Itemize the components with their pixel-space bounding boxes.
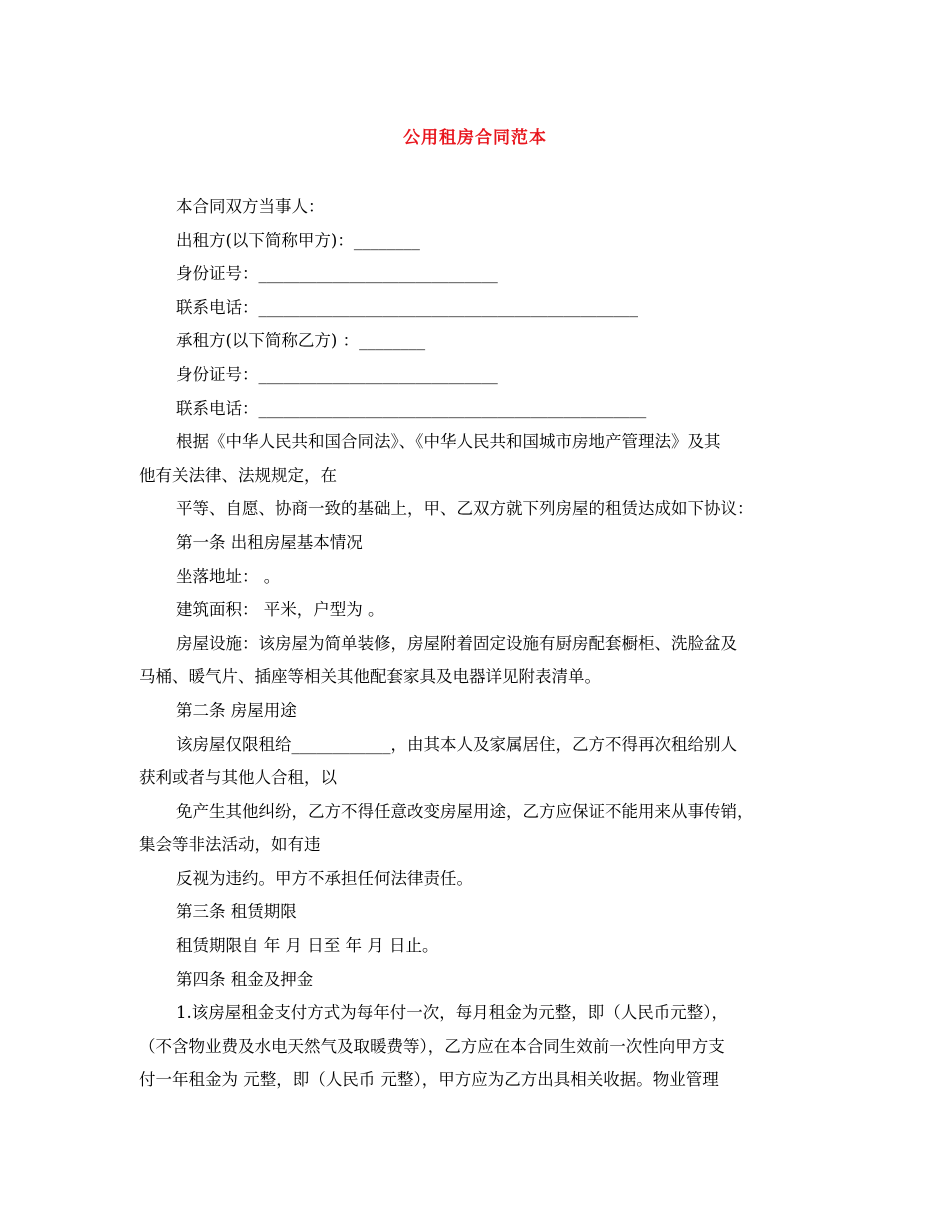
tenant-id-line: 身份证号：_____________________________	[176, 364, 498, 384]
paragraph-line: 获利或者与其他人合租，以	[139, 768, 337, 788]
paragraph-line: 1.该房屋租金支付方式为每年付一次，每月租金为元整，即（人民币元整），	[176, 1003, 728, 1023]
document-body	[139, 190, 829, 1097]
paragraph-line: 坐落地址： 。	[176, 566, 281, 586]
document-title: 公用租房合同范本	[403, 128, 547, 148]
landlord-phone-line: 联系电话：______________________________________________	[176, 297, 638, 317]
landlord-id-line: 身份证号：_____________________________	[176, 264, 498, 284]
paragraph-line: 建筑面积： 平米，户型为 。	[176, 600, 385, 620]
article-heading: 第三条 租赁期限	[176, 902, 297, 922]
paragraph-line: 免产生其他纠纷，乙方不得任意改变房屋用途，乙方应保证不能用来从事传销，	[176, 801, 754, 821]
paragraph-line: 反视为违约。甲方不承担任何法律责任。	[176, 868, 473, 888]
paragraph-line: 根据《中华人民共和国合同法》、《中华人民共和国城市房地产管理法》及其	[176, 432, 721, 452]
tenant-name-line: 承租方(以下简称乙方) ：________	[176, 331, 426, 351]
paragraph-line: 集会等非法活动，如有违	[139, 835, 321, 855]
article-heading: 第一条 出租房屋基本情况	[176, 532, 363, 552]
paragraph-line: 付一年租金为 元整，即（人民币 元整），甲方应为乙方出具相关收据。物业管理	[139, 1070, 719, 1090]
paragraph-line: （不含物业费及水电天然气及取暖费等），乙方应在本合同生效前一次性向甲方支	[139, 1036, 725, 1056]
paragraph-line: 平等、自愿、协商一致的基础上，甲、乙双方就下列房屋的租赁达成如下协议：	[176, 499, 754, 519]
paragraph-line: 他有关法律、法规规定，在	[139, 465, 337, 485]
article-heading: 第四条 租金及押金	[176, 969, 314, 989]
tenant-phone-line: 联系电话：_______________________________________________	[176, 398, 647, 418]
paragraph-line: 租赁期限自 年 月 日至 年 月 日止。	[176, 936, 439, 956]
paragraph-line: 房屋设施：该房屋为简单装修，房屋附着固定设施有厨房配套橱柜、洗脸盆及	[176, 633, 737, 653]
landlord-name-line: 出租方(以下简称甲方)：________	[176, 230, 420, 250]
article-heading: 第二条 房屋用途	[176, 700, 297, 720]
paragraph-line: 马桶、暖气片、插座等相关其他配套家具及电器详见附表清单。	[139, 667, 601, 687]
paragraph-line: 本合同双方当事人：	[176, 197, 325, 216]
paragraph-line: 该房屋仅限租给____________，由其本人及家属居住，乙方不得再次租给别人	[176, 734, 737, 754]
